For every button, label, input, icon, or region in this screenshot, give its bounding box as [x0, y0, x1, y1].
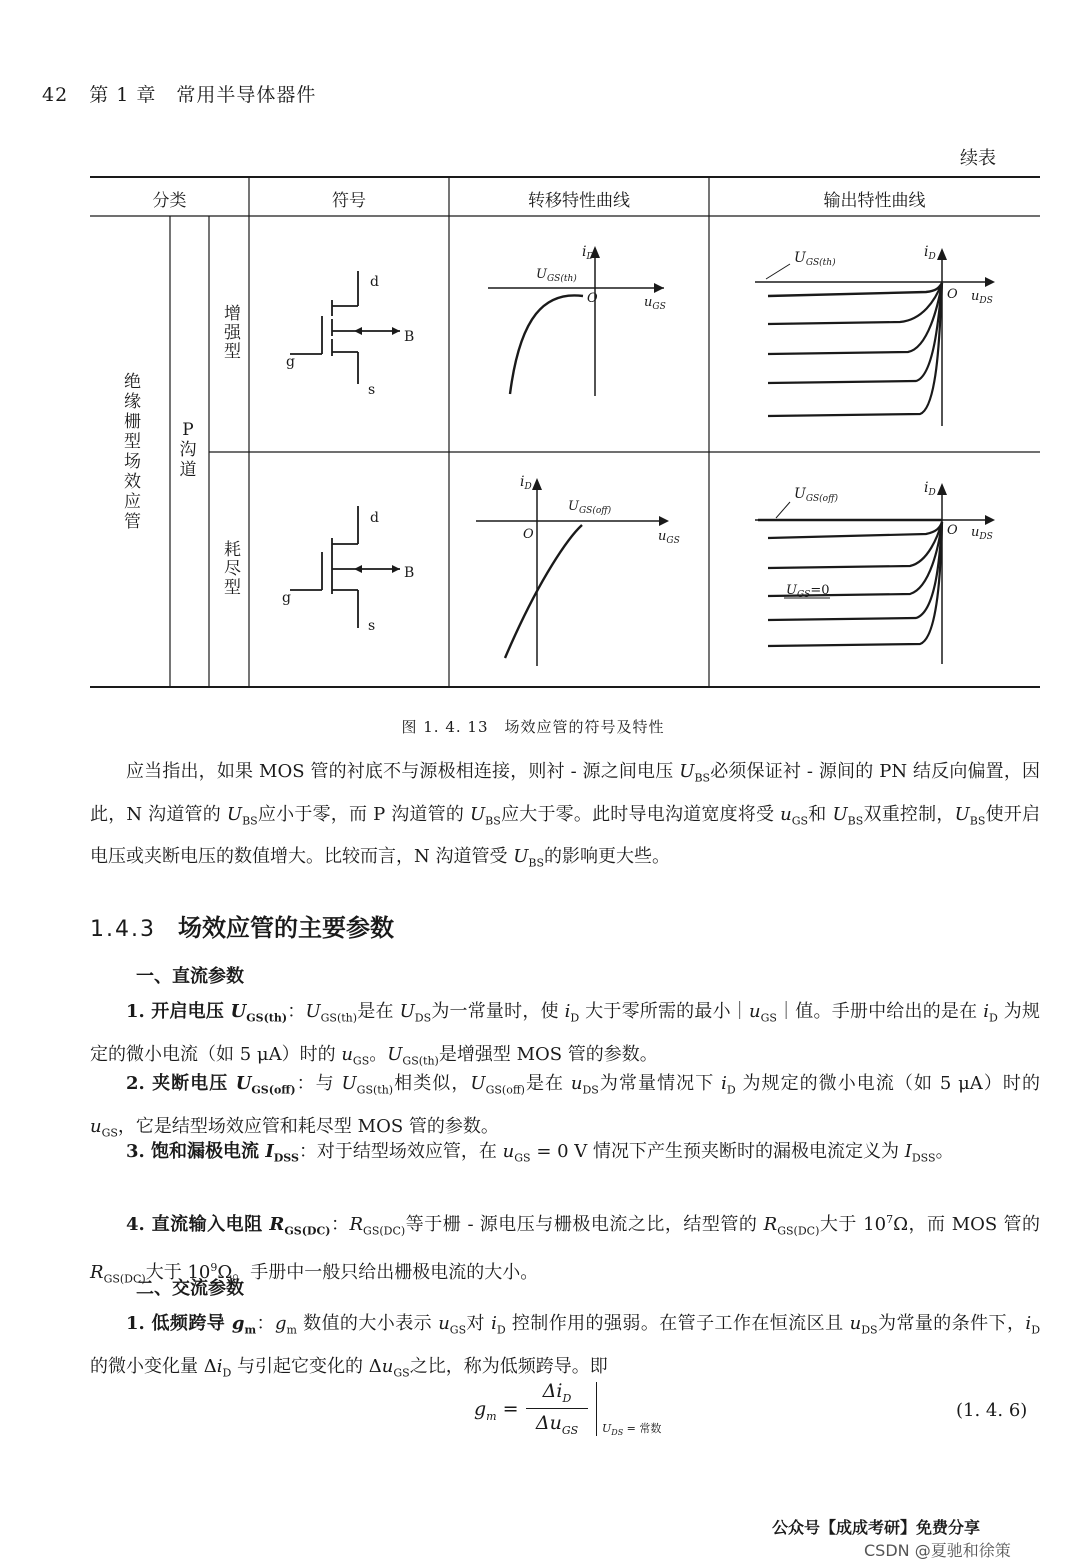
param-item-4: 4. 直流输入电阻 $R_{GS(DC)}$：$R_{GS(DC)}$等于栅 - 源电压与栅极电流之比，结型管的 $R_{GS(DC)}$大于 $10^7\Omega$，而 MOS 管的 $R_{GS(DC)}$大于 $10^9\Omega$。手册中一般只给出栅极电流的大小。: [90, 1213, 1041, 1286]
body-paragraph: 应当指出，如果 MOS 管的衬底不与源极相连接，则衬 - 源之间电压 $U_{BS}$必须保证衬 - 源间的 PN 结反向偏置，因此，N 沟道管的 $U_{BS}$应小于零，而 P 沟道管的 $U_{BS}$应大于零。此时导电沟道宽度将受 $u_{GS}$和 $U_{BS}$双重控制，$U_{BS}$使开启电压或夹断电压的数值增大。比较而言，N 沟道管受 $U_{BS}$的影响更大些。: [90, 761, 1041, 870]
col-header-symbol: 符号: [332, 191, 366, 211]
out-dep-origin: O: [947, 523, 958, 538]
sym-enh-b: B: [404, 329, 415, 345]
param-item-2: 2. 夹断电压 $U_{GS(off)}$：与 $U_{GS(th)}$相类似，$U_{GS(off)}$是在 $u_{DS}$为常量情况下 $i_D$ 为规定的微小电流（如 5 μA）时的 $u_{GS}$，它是结型场效应管和耗尽型 MOS 管的参数。: [90, 1073, 1040, 1140]
channel-label: P 沟道: [179, 420, 197, 480]
transfer-enhancement: [488, 251, 664, 396]
section-heading: [90, 908, 394, 943]
col-header-output: 输出特性曲线: [823, 191, 926, 211]
out-dep-param: $U_{GS(off)}$: [794, 486, 838, 504]
symbol-depletion: [290, 506, 400, 628]
formula-numerator: $\Delta i_D$: [542, 1380, 572, 1405]
section-number: 1.4.3: [90, 917, 156, 942]
col-header-transfer: 转移特性曲线: [528, 191, 630, 211]
symbol-dep-arrow: [354, 565, 362, 573]
symbol-enh-arrow: [354, 327, 362, 335]
continued-label: 续表: [960, 148, 996, 169]
tr-dep-id: $i_D$: [520, 474, 532, 492]
param-item-1: 1. 开启电压 $U_{GS(th)}$：$U_{GS(th)}$是在 $U_{DS}$为一常量时，使 $i_D$ 大于零所需的最小$|u_{GS}|$值。手册中给出的是在 $i_D$ 为规定的微小电流（如 5 μA）时的 $u_{GS}$。$U_{GS(th)}$是增强型 MOS 管的参数。: [90, 1001, 1040, 1068]
out-dep-uds: $u_{DS}$: [971, 525, 993, 542]
page-header: [42, 80, 316, 107]
tr-enh-threshold: $U_{GS(th)}$: [536, 267, 577, 284]
tr-dep-threshold: $U_{GS(off)}$: [568, 499, 612, 516]
row-type-depletion: 耗尽型: [220, 540, 240, 597]
row-type-enhancement: 增强型: [220, 304, 240, 361]
out-enh-origin: O: [947, 287, 958, 302]
formula-gm: [470, 1380, 730, 1440]
formula-bar: [526, 1408, 588, 1409]
page-number: 42: [42, 84, 69, 106]
sym-enh-d: d: [370, 274, 379, 290]
sym-enh-s: s: [368, 382, 376, 398]
formula-eval-bar: [596, 1382, 597, 1436]
col-header-category: 分类: [152, 191, 187, 211]
output-depletion: [755, 491, 990, 664]
watermark-credit: CSDN @夏驰和徐策: [864, 1541, 1011, 1560]
subsection-dc: 一、直流参数: [136, 966, 244, 987]
output-enhancement: [755, 256, 990, 426]
out-dep-id: $i_D$: [924, 480, 936, 498]
sym-dep-d: d: [370, 510, 379, 526]
figure-caption: 图 1. 4. 13 场效应管的符号及特性: [401, 718, 665, 736]
sym-dep-b: B: [404, 565, 415, 581]
sym-dep-s: s: [368, 618, 376, 634]
formula-condition: $U_{DS}$ = 常数: [602, 1422, 662, 1438]
tr-dep-origin: O: [523, 527, 534, 542]
tr-enh-ugs: $u_{GS}$: [644, 295, 666, 312]
formula-denominator: $\Delta u_{GS}$: [535, 1412, 579, 1437]
tr-enh-origin: O: [587, 291, 598, 306]
sym-dep-g: g: [282, 590, 291, 606]
table-grid: [90, 176, 1040, 688]
mosfet-table: [90, 176, 1040, 688]
out-enh-uds: $u_{DS}$: [971, 289, 993, 306]
section-title: 场效应管的主要参数: [177, 913, 394, 942]
tr-dep-ugs: $u_{GS}$: [658, 529, 680, 546]
sym-enh-g: g: [286, 354, 295, 370]
category-label: 绝缘栅型场效应管: [120, 372, 140, 532]
param-item-3: 3. 饱和漏极电流 $I_{DSS}$：对于结型场效应管，在 $u_{GS} = 0$ V 情况下产生预夹断时的漏极电流定义为 $I_{DSS}$。: [126, 1141, 954, 1165]
watermark-note: 公众号【成成考研】免费分享: [772, 1518, 981, 1537]
out-enh-id: $i_D$: [924, 244, 936, 262]
subsection-ac: 二、交流参数: [136, 1278, 244, 1299]
chapter-title: 第 1 章 常用半导体器件: [89, 84, 317, 106]
equation-number: (1. 4. 6): [956, 1400, 1028, 1421]
param-item-gm: 1. 低频跨导 $g_m$：$g_m$ 数值的大小表示 $u_{GS}$对 $i_D$ 控制作用的强弱。在管子工作在恒流区且 $u_{DS}$为常量的条件下，$i_D$ 的微小变化量 $\Delta i_D$ 与引起它变化的 $\Delta u_{GS}$之比，称为低频跨导。即: [90, 1313, 1041, 1380]
tr-enh-id: $i_D$: [582, 244, 594, 262]
out-enh-param: $U_{GS(th)}$: [794, 250, 836, 268]
formula-lhs: $g_m$ =: [474, 1398, 519, 1423]
symbol-enhancement: [290, 271, 400, 384]
out-dep-zero: $U_{GS}=0$: [786, 583, 830, 600]
